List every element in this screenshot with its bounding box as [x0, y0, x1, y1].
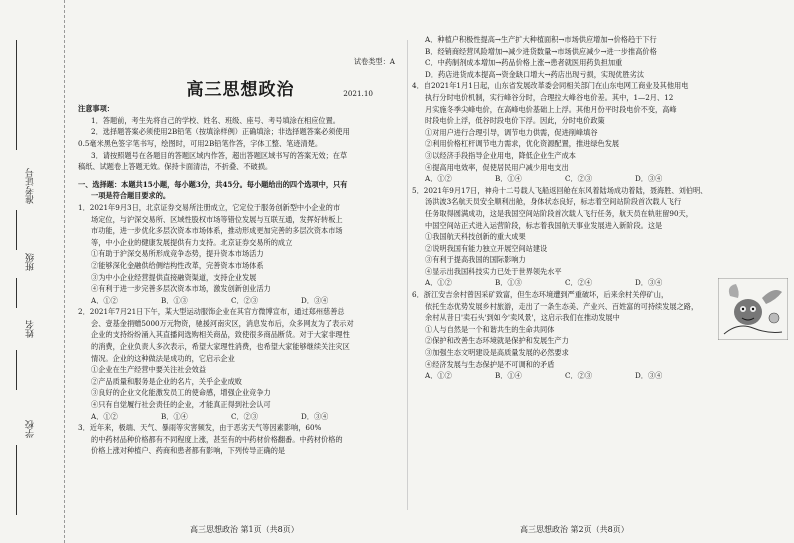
option-statement: ①企业在生产经营中要关注社会效益: [91, 365, 207, 375]
question-1-text: 等，中小企业的健康发展提供有力支持。北京证券交易所的成立: [91, 237, 293, 247]
question-6-text: 依托生态优势发展乡村旅游，走出了一条生态美、产业兴、百姓富的可持续发展之路，: [425, 301, 699, 311]
option-statement: ①对用户进行合理引导，调节电力供需，促进削峰填谷: [425, 127, 598, 137]
choice-d: D．③④: [301, 411, 329, 421]
question-5-text: 汤洪波3名航天员安全顺利出舱，身体状态良好，标志着空间站阶段首次载人飞行: [425, 197, 682, 207]
choice-b: B．①③: [495, 278, 522, 288]
question-5-text: 任务取得圆满成功，这是我国空间站阶段首次载人飞行任务，航天员在轨驻留90天，: [425, 208, 693, 218]
choice-a: A．①②: [425, 278, 452, 288]
page-title: 高三思想政治: [186, 79, 295, 100]
option-statement: ④显示出我国科技实力已处于世界领先水平: [425, 266, 562, 276]
section-heading: 一、选择题：本题共15小题，每小题3分，共45分。每小题给出的四个选项中，只有: [78, 179, 348, 189]
question-2-text: 情况。企业的这种做法是成功的，它启示企业: [91, 353, 235, 363]
choice-d: D．③④: [301, 295, 329, 305]
left-page: [78, 0, 403, 457]
question-1-text: 市功能，进一步优化多层次资本市场体系，推动形成更加完善的多层次资本市场: [91, 226, 343, 236]
answer-choices: [78, 411, 403, 423]
choice-b: B．①③: [161, 295, 188, 305]
question-1-text: 1．2021年9月3日，北京证券交易所注册成立，它定位于服务创新型中小企业的市: [78, 202, 341, 212]
binding-line: [16, 278, 17, 308]
answer-choices: [78, 295, 403, 307]
option-statement: ①人与自然是一个和谐共生的生命共同体: [425, 324, 555, 334]
left-footer: 高三思想政治 第1页（共8页）: [190, 525, 299, 534]
question-3-text: 的中药材品种价格都有不同程度上涨，甚至有的中药材价格翻番。中药材价格的: [91, 434, 343, 444]
column-divider: [407, 40, 408, 510]
answer-choices: [412, 173, 794, 185]
question-2-text: 企业的支持纷纷涌入其直播间选购相关商品，致使很多商品断货。对于大家非理性: [91, 330, 350, 340]
notice-line: 稿纸、试题卷上答题无效。保持卡面清洁，不折叠、不破损。: [78, 162, 273, 172]
question-3-text: 3．近年来，极端、天气、暴雨等灾害频发，由于恶劣天气等因素影响，60%: [78, 423, 322, 433]
option-statement: ③有利于提高我国的国际影响力: [425, 255, 526, 265]
question-4-text: 执行分时电价机制，实行峰谷分时，合理拉大峰谷电价差。其中，1—2月、12: [425, 92, 674, 102]
option-statement: ④经济发展与生态保护是不可调和的矛盾: [425, 359, 555, 369]
choice-c: C．②③: [231, 411, 259, 421]
option-statement: D．药店进货成本提高→资金缺口增大→药店出现亏损，实现优胜劣汰: [425, 69, 645, 79]
question-4-text: 4．自2021年1月1日起，山东省发展改革委会同相关部门在山东电网工商业及其他用电: [412, 81, 689, 91]
question-5-text: 5．2021年9月17日，神舟十二号载人飞船返回舱在东风着陆场成功着陆，聂海胜、刘伯明、: [412, 185, 708, 195]
notice-line: 1．答题前，考生先将自己的学校、姓名、班级、座号、考号填涂在相应位置。: [91, 115, 340, 125]
question-6-text: 余村从昔日'卖石头'到如今'卖风景'，这启示我们在推动发展中: [425, 313, 620, 323]
choice-b: B．①④: [495, 371, 522, 381]
option-statement: B．经销商经营风险增加→减少进货数量→市场供应减少→进一步推高价格: [425, 46, 657, 56]
option-statement: ④有利于进一步完善多层次资本市场，激发创新创业活力: [91, 284, 271, 294]
right-footer: 高三思想政治 第2页（共8页）: [520, 525, 629, 534]
question-2-text: 的消费，企业负责人多次表示，希望大家理性消费，也希望大家能够继续关注灾区: [91, 342, 350, 352]
binding-margin: [0, 0, 65, 543]
option-statement: ③以经济手段指导企业用电，降低企业生产成本: [425, 150, 576, 160]
choice-c: C．②③: [565, 371, 593, 381]
name-label: 姓名: [26, 320, 36, 338]
option-statement: ④只有自觉履行社会责任的企业，才能真正得到社会认可: [91, 400, 271, 410]
choice-a: A．①②: [425, 371, 452, 381]
choice-d: D．③④: [635, 278, 663, 288]
option-statement: ②保护和改善生态环境就是保护和发展生产力: [425, 336, 569, 346]
option-statement: ④提高用电效率，促使居民用户减少用电支出: [425, 162, 569, 172]
choice-a: A．①②: [425, 174, 452, 184]
option-statement: A．种植户积极性提高→生产扩大种植面积→市场供应增加→价格趋于下行: [425, 35, 657, 44]
option-statement: C．中药制剂成本增加→药品价格上涨→患者就医用药负担加重: [425, 58, 623, 68]
choice-c: C．②④: [565, 278, 593, 288]
option-statement: ③为中小企业经营提供直接融资渠道，支持企业发展: [91, 272, 257, 282]
paper-type: 试卷类型：A: [353, 57, 395, 66]
option-statement: ①我国航天科技创新的重大成果: [425, 232, 526, 242]
binding-line: [16, 40, 17, 150]
option-statement: ②说明我国有能力独立开展空间站建设: [425, 243, 548, 253]
question-4-text: 月实施冬季尖峰电价，在高峰电价基础上上浮。其他月份平时段电价不变，高峰: [425, 104, 677, 114]
cartoon-illustration: [718, 278, 788, 340]
question-4-text: 时段电价上浮，低谷时段电价下浮。因此，分时电价政策: [425, 116, 605, 126]
option-statement: ③良好的企业文化能激发员工的使命感，增强企业竞争力: [91, 388, 271, 398]
answer-choices: [412, 370, 794, 382]
notice-line: 0.5毫米黑色签字笔书写，绘图时，可用2B铅笔作答，字体工整、笔迹清楚。: [78, 138, 323, 148]
choice-c: C．②③: [231, 295, 259, 305]
notice-heading: 注意事项：: [78, 104, 114, 114]
binding-line: [16, 210, 17, 250]
option-statement: ②能够深化金融供给侧结构性改革，完善资本市场体系: [91, 260, 264, 270]
choice-c: C．②③: [565, 174, 593, 184]
question-3-text: 价格上涨对种植户、药商和患者都有影响，下列传导正确的是: [91, 446, 286, 456]
choice-a: A．①②: [91, 411, 118, 421]
binding-line: [16, 445, 17, 515]
choice-d: D．③④: [635, 371, 663, 381]
notice-line: 2．选择题答案必须使用2B铅笔（按填涂样例）正确填涂；非选择题答案必须使用: [91, 127, 350, 137]
option-statement: ①有助于沪深交易所形成竞争态势，提升资本市场活力: [91, 249, 264, 259]
question-6-text: 6．浙江安吉余村曾因采矿致富，但生态环境遭到严重破坏，后来余村关停矿山，: [412, 290, 669, 300]
choice-b: B．①④: [495, 174, 522, 184]
question-2-text: 会、壹基金捐赠5000万元物资，驰援河南灾区，消息发布后，众多网友为了表示对: [91, 318, 354, 328]
choice-b: B．①④: [161, 411, 188, 421]
choice-d: D．③④: [635, 174, 663, 184]
exam-date: 2021.10: [343, 88, 373, 98]
question-5-text: 中国空间站正式进入运营阶段，标志着我国航天事业发展进入新阶段。这是: [425, 220, 663, 230]
question-2-text: 2．2021年7月21日下午，某大型运动服饰企业在其官方微博宣布，通过郑州慈善总: [78, 307, 345, 317]
class-label: 班级: [26, 253, 36, 271]
option-statement: ③加强生态文明建设是高质量发展的必然要求: [425, 348, 569, 358]
notice-line: 3．请按照题号在各题目的答题区域内作答，超出答题区域书写的答案无效；在草: [91, 150, 348, 160]
option-statement: ②利用价格杠杆调节电力需求，优化资源配置，推进绿色发展: [425, 139, 620, 149]
question-1-text: 场定位，与沪深交易所、区域性股权市场等错位发展与互联互通，发挥好转板上: [91, 214, 343, 224]
choice-a: A．①②: [91, 295, 118, 305]
binding-line: [16, 350, 17, 390]
option-statement: ②产品质量和服务是企业的名片，关乎企业成败: [91, 376, 242, 386]
exam-no-label: 准考证号: [26, 168, 36, 204]
section-heading: 一项是符合题目要求的。: [91, 191, 171, 201]
school-label: 学校: [26, 420, 36, 438]
